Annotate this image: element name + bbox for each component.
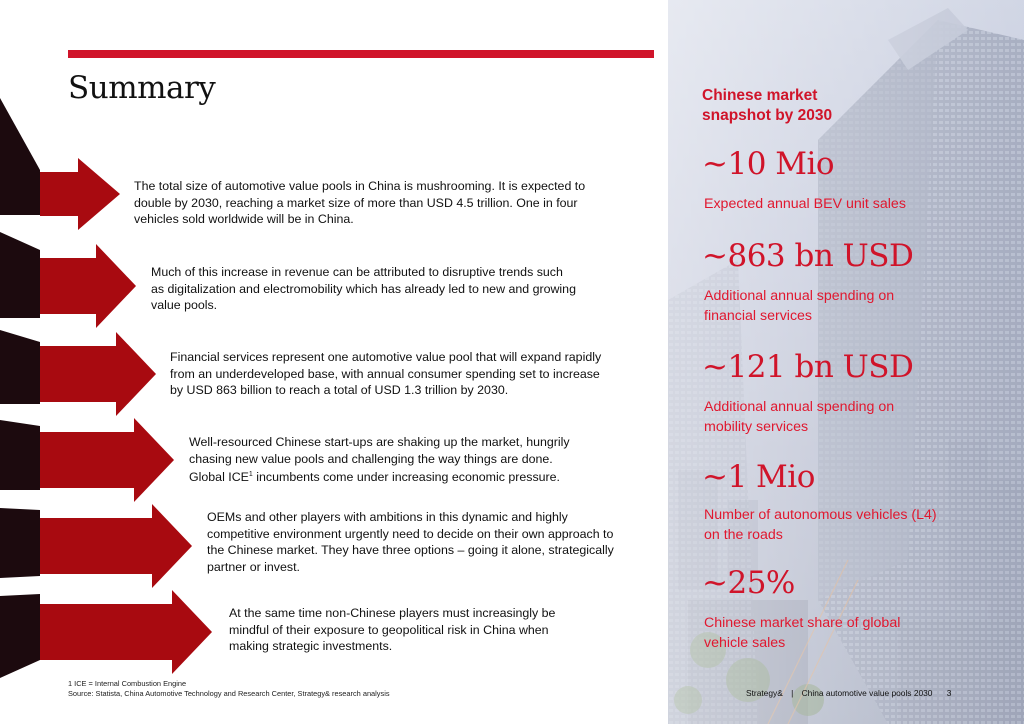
red-arrow-2 xyxy=(40,244,136,328)
stat-value-autonomous-vehicles: ~1 Mio xyxy=(702,459,815,495)
stat-label-bev-sales: Expected annual BEV unit sales xyxy=(704,196,906,212)
stat-label-autonomous-vehicles: Number of autonomous vehicles (L4) on the roads xyxy=(704,507,937,543)
footnote-ice: 1 ICE = Internal Combustion Engine xyxy=(68,679,187,688)
snapshot-title: Chinese market snapshot by 2030 xyxy=(702,87,833,124)
dark-band-3 xyxy=(0,330,40,404)
red-arrow-1 xyxy=(40,158,120,230)
summary-paragraph-4 xyxy=(189,434,609,486)
page-number: 3 xyxy=(946,688,952,698)
red-arrow-4 xyxy=(40,418,174,502)
stat-value-bev-sales: ~10 Mio xyxy=(702,146,835,182)
stat-value-financial-services: ~863 bn USD xyxy=(702,238,914,274)
footer-doc-title: China automotive value pools 2030 xyxy=(801,688,933,698)
page-footer xyxy=(746,688,951,698)
dark-band-5 xyxy=(0,508,40,578)
footer-brand: Strategy& xyxy=(746,688,783,698)
title-accent-bar xyxy=(68,50,654,58)
page-title: Summary xyxy=(68,70,216,106)
dark-band-2 xyxy=(0,232,40,318)
red-arrow-5 xyxy=(40,504,192,588)
summary-paragraph-2: Much of this increase in revenue can be attributed to disruptive trends such as digitalization and electromobility which has already led to new and growing value pools. xyxy=(151,265,576,313)
stat-label-market-share: Chinese market share of global vehicle sales xyxy=(704,615,901,651)
dark-band-4 xyxy=(0,420,40,490)
footnotes xyxy=(68,679,390,699)
red-arrow-3 xyxy=(40,332,156,416)
red-arrow-6 xyxy=(40,590,212,674)
footnote-marker: 1 xyxy=(248,471,253,479)
summary-paragraph-4-main: Well-resourced Chinese start-ups are shaking up the market, hungrily chasing new value pools and challenging the way things are done. xyxy=(189,435,570,466)
footer-separator: | xyxy=(791,688,794,698)
dark-band-1 xyxy=(0,98,40,215)
summary-paragraph-4-line3: Global ICE$^1$ incumbents come under increasing economic pressure. xyxy=(189,470,560,485)
stat-label-financial-services: Additional annual spending on financial services xyxy=(704,288,895,324)
stat-value-mobility-services: ~121 bn USD xyxy=(702,349,914,385)
stat-label-mobility-services: Additional annual spending on mobility services xyxy=(704,399,895,435)
dark-band-6 xyxy=(0,594,40,678)
summary-paragraph-1: The total size of automotive value pools in China is mushrooming. It is expected to double by 2030, reaching a market size of more than USD 4.5 trillion. One in four vehicles sold worldwide will be in China. xyxy=(134,179,586,227)
summary-paragraph-5: OEMs and other players with ambitions in this dynamic and highly competitive environment urgently need to decide on their own approach to the Chinese market. They have three options – going it alone, strategically partner or invest. xyxy=(207,510,614,574)
stat-value-market-share: ~25% xyxy=(702,565,795,601)
source-line: Source: Statista, China Automotive Technology and Research Center, Strategy& research analysis xyxy=(68,689,390,698)
summary-paragraph-6: At the same time non-Chinese players must increasingly be mindful of their exposure to geopolitical risk in China when making strategic investments. xyxy=(229,606,556,654)
summary-paragraph-3: Financial services represent one automotive value pool that will expand rapidly from an underdeveloped base, with annual consumer spending set to increase by USD 863 billion to reach a total of USD 1.3 trillion by 2030. xyxy=(170,350,602,398)
